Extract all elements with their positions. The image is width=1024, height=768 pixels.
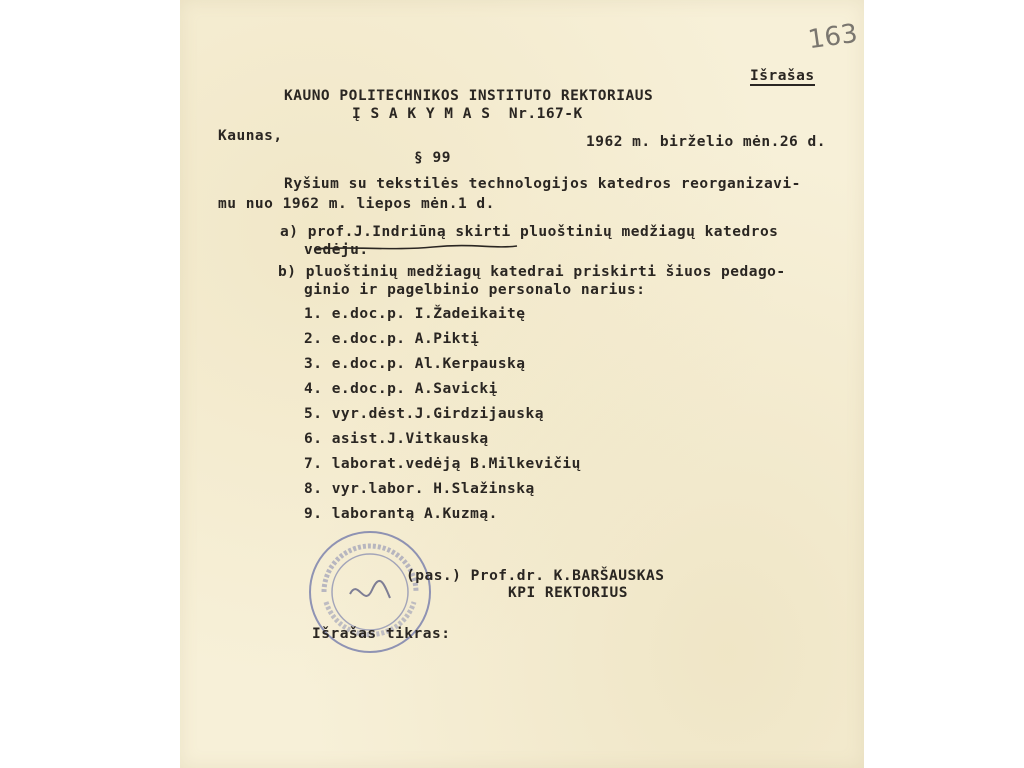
institution-heading: KAUNO POLITECHNIKOS INSTITUTO REKTORIAUS (284, 88, 654, 104)
section-number: § 99 (414, 150, 451, 166)
signatory-title: KPI REKTORIUS (508, 585, 628, 601)
signature-line: (pas.) Prof.dr. K.BARŠAUSKAS (406, 568, 665, 584)
staff-list-item: 9. laborantą A.Kuzmą. (304, 506, 498, 522)
staff-list-item: 8. vyr.labor. H.Slažinską (304, 481, 535, 497)
staff-list-item: 3. e.doc.p. Al.Kerpauską (304, 356, 526, 372)
folio-number: 163 (806, 18, 860, 56)
point-b-line-2: ginio ir pagelbinio personalo narius: (304, 282, 646, 298)
certification-label: Išrašas tikras: (312, 626, 451, 642)
copy-mark: Išrašas (750, 68, 815, 84)
point-b-line-1: b) pluoštinių medžiagų katedrai priskirti šiuos pedago- (278, 264, 786, 280)
staff-list-item: 6. asist.J.Vitkauską (304, 431, 489, 447)
point-a-line-1: a) prof.J.Indriūną skirti pluoštinių medžiagų katedros (280, 224, 779, 240)
order-date: 1962 m. birželio mėn.26 d. (586, 134, 826, 150)
order-number: Į S A K Y M A S Nr.167-K (352, 106, 583, 122)
place: Kaunas, (218, 128, 283, 144)
intro-line-2: mu nuo 1962 m. liepos mėn.1 d. (218, 196, 495, 212)
staff-list-item: 4. e.doc.p. A.Savickį (304, 381, 498, 397)
document-sheet (180, 0, 864, 768)
staff-list-item: 7. laborat.vedėją B.Milkevičių (304, 456, 581, 472)
point-a-line-2: vedėju. (304, 242, 369, 258)
staff-list-item: 1. e.doc.p. I.Žadeikaitę (304, 306, 526, 322)
staff-list-item: 2. e.doc.p. A.Piktį (304, 331, 480, 347)
intro-line-1: Ryšium su tekstilės technologijos katedros reorganizavi- (284, 176, 801, 192)
staff-list-item: 5. vyr.dėst.J.Girdzijauską (304, 406, 544, 422)
